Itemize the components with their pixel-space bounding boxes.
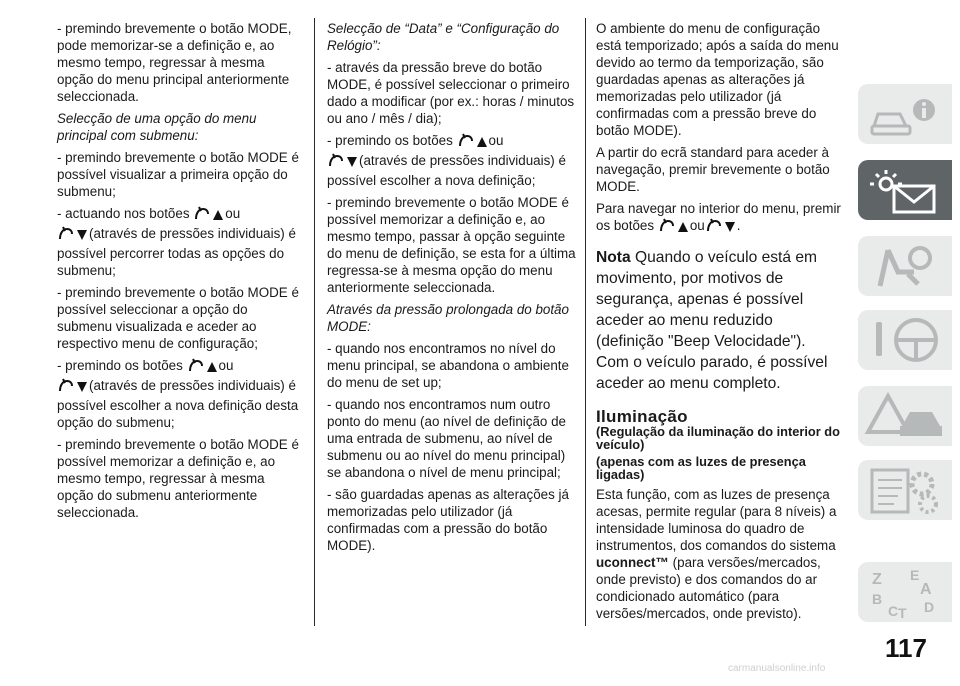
arrow-down-icon xyxy=(76,228,88,245)
paragraph: - premindo brevemente o botão MODE é possível seleccionar a opção do submenu visualizada e aceder ao respectivo menu de configuração; xyxy=(57,285,299,351)
svg-text:T: T xyxy=(898,605,907,621)
arrow-down-icon xyxy=(724,220,736,237)
paragraph: - são guardadas apenas as alterações já memorizadas pelo utilizador (já confirmadas com a pressão do botão MODE). xyxy=(327,487,569,553)
svg-text:C: C xyxy=(888,603,899,619)
steering-button-icon xyxy=(706,217,722,237)
car-info-icon xyxy=(858,84,952,144)
arrow-up-icon xyxy=(476,135,488,152)
steering-button-icon xyxy=(659,217,675,237)
section-subheading: (apenas com as luzes de presença ligadas) xyxy=(596,454,806,482)
chapter-tab-dashboard[interactable] xyxy=(858,160,952,220)
svg-text:Z: Z xyxy=(872,571,882,588)
svg-text:A: A xyxy=(920,581,932,598)
chapter-tab-driving[interactable] xyxy=(858,310,952,370)
steering-button-icon xyxy=(188,357,204,377)
paragraph: Para navegar no interior do menu, premir os botões ou . xyxy=(596,200,842,237)
arrow-down-icon xyxy=(346,155,358,172)
note xyxy=(596,247,842,394)
warning-car-icon xyxy=(858,386,952,446)
chapter-tab-info[interactable] xyxy=(858,84,952,144)
steering-button-icon xyxy=(328,152,344,172)
brand-name: uconnect™ xyxy=(596,555,669,570)
section-subheading: (Regulação da iluminação do interior do veículo) xyxy=(596,424,840,452)
steering-wheel-icon xyxy=(858,310,952,370)
arrow-up-icon xyxy=(212,208,224,225)
paragraph: Esta função, com as luzes de presença acesas, permite regular (para 8 níveis) a intensidade luminosa do quadro de instrumentos, dos comandos do sistema uconnect™ (para versões/mercados, onde previsto) e dos comandos do ar condicionado automático (para versões/mercados, onde previsto). xyxy=(596,487,837,621)
chapter-tab-safety[interactable] xyxy=(858,236,952,296)
section-heading: Iluminação xyxy=(596,407,688,426)
steering-button-icon xyxy=(458,132,474,152)
paragraph: - quando nos encontramos no nível do menu principal, se abandona o ambiente do menu de set up; xyxy=(327,341,569,390)
paragraph: - premindo brevemente o botão MODE, pode memorizar-se a definição e, ao mesmo tempo, regressar à mesma opção do menu principal anteriormente seleccionada. xyxy=(57,21,292,104)
service-gear-icon xyxy=(858,460,952,520)
svg-text:B: B xyxy=(872,591,883,607)
arrow-down-icon xyxy=(76,380,88,397)
column-1 xyxy=(57,20,299,526)
arrow-up-icon xyxy=(677,220,689,237)
paragraph: - premindo os botões ou (através de pressões individuais) é possível escolher a nova definição desta opção do submenu; xyxy=(57,358,299,430)
chapter-tab-index[interactable] xyxy=(858,562,952,622)
paragraph: - premindo brevemente o botão MODE é possível visualizar a primeira opção do submenu; xyxy=(57,150,299,199)
note-label: Nota xyxy=(596,249,631,266)
steering-button-icon xyxy=(58,377,74,397)
chapter-tab-maintenance[interactable] xyxy=(858,460,952,520)
dashboard-lights-icon xyxy=(858,160,952,220)
svg-text:D: D xyxy=(924,599,935,615)
alphabetical-index-icon xyxy=(858,562,952,622)
steering-button-icon xyxy=(194,205,210,225)
subheading: Através da pressão prolongada do botão MODE: xyxy=(327,302,569,334)
column-2 xyxy=(327,20,576,559)
watermark: carmanualsonline.info xyxy=(728,663,826,674)
note-text: Quando o veículo está em movimento, por motivos de segurança, apenas é possível aceder ao menu reduzido (definição "Beep Velocidade"). Com o veículo parado, é possível aceder ao menu completo. xyxy=(596,249,828,392)
column-3 xyxy=(596,20,842,627)
column-divider-2 xyxy=(585,18,586,626)
steering-button-icon xyxy=(58,225,74,245)
arrow-up-icon xyxy=(206,360,218,377)
page-number: 117 xyxy=(885,633,927,663)
paragraph: A partir do ecrã standard para aceder à navegação, premir brevemente o botão MODE. xyxy=(596,145,830,194)
paragraph: O ambiente do menu de configuração está temporizado; após a saída do menu devido ao termo da temporização, são guardadas apenas as alterações já memorizadas pelo utilizador (já confirmadas com a pressão breve do botão MODE). xyxy=(596,21,839,138)
paragraph: - premindo brevemente o botão MODE é possível memorizar a definição e, ao mesmo tempo, passar à opção seguinte do menu de definição, se esta for a última regressa-se à mesma opção do menu anteriormente seleccionada. xyxy=(327,195,576,295)
paragraph: - premindo brevemente o botão MODE é possível memorizar a definição e, ao mesmo tempo, regressar à mesma opção do submenu anteriormente seleccionada. xyxy=(57,437,299,520)
chapter-tab-emergency[interactable] xyxy=(858,386,952,446)
subheading: Selecção de uma opção do menu principal com submenu: xyxy=(57,111,257,143)
svg-text:E: E xyxy=(910,567,920,583)
column-divider-1 xyxy=(314,18,315,626)
subheading: Selecção de “Data” e “Configuração do Relógio”: xyxy=(327,21,560,53)
paragraph: - quando nos encontramos num outro ponto do menu (ao nível de definição de uma entrada de submenu, ao nível de submenu ou ao nível do menu principal) se abandona o nível de menu principal; xyxy=(327,397,566,480)
paragraph: - através da pressão breve do botão MODE, é possível seleccionar o primeiro dado a modificar (por ex.: horas / minutos ou ano / mês / dia); xyxy=(327,60,575,126)
paragraph: - premindo os botões ou (através de pressões individuais) é possível escolher a nova definição; xyxy=(327,133,566,188)
paragraph: - actuando nos botões ou (através de pressões individuais) é possível percorrer todas as opções do submenu; xyxy=(57,206,296,278)
airbag-seat-icon xyxy=(858,236,952,296)
